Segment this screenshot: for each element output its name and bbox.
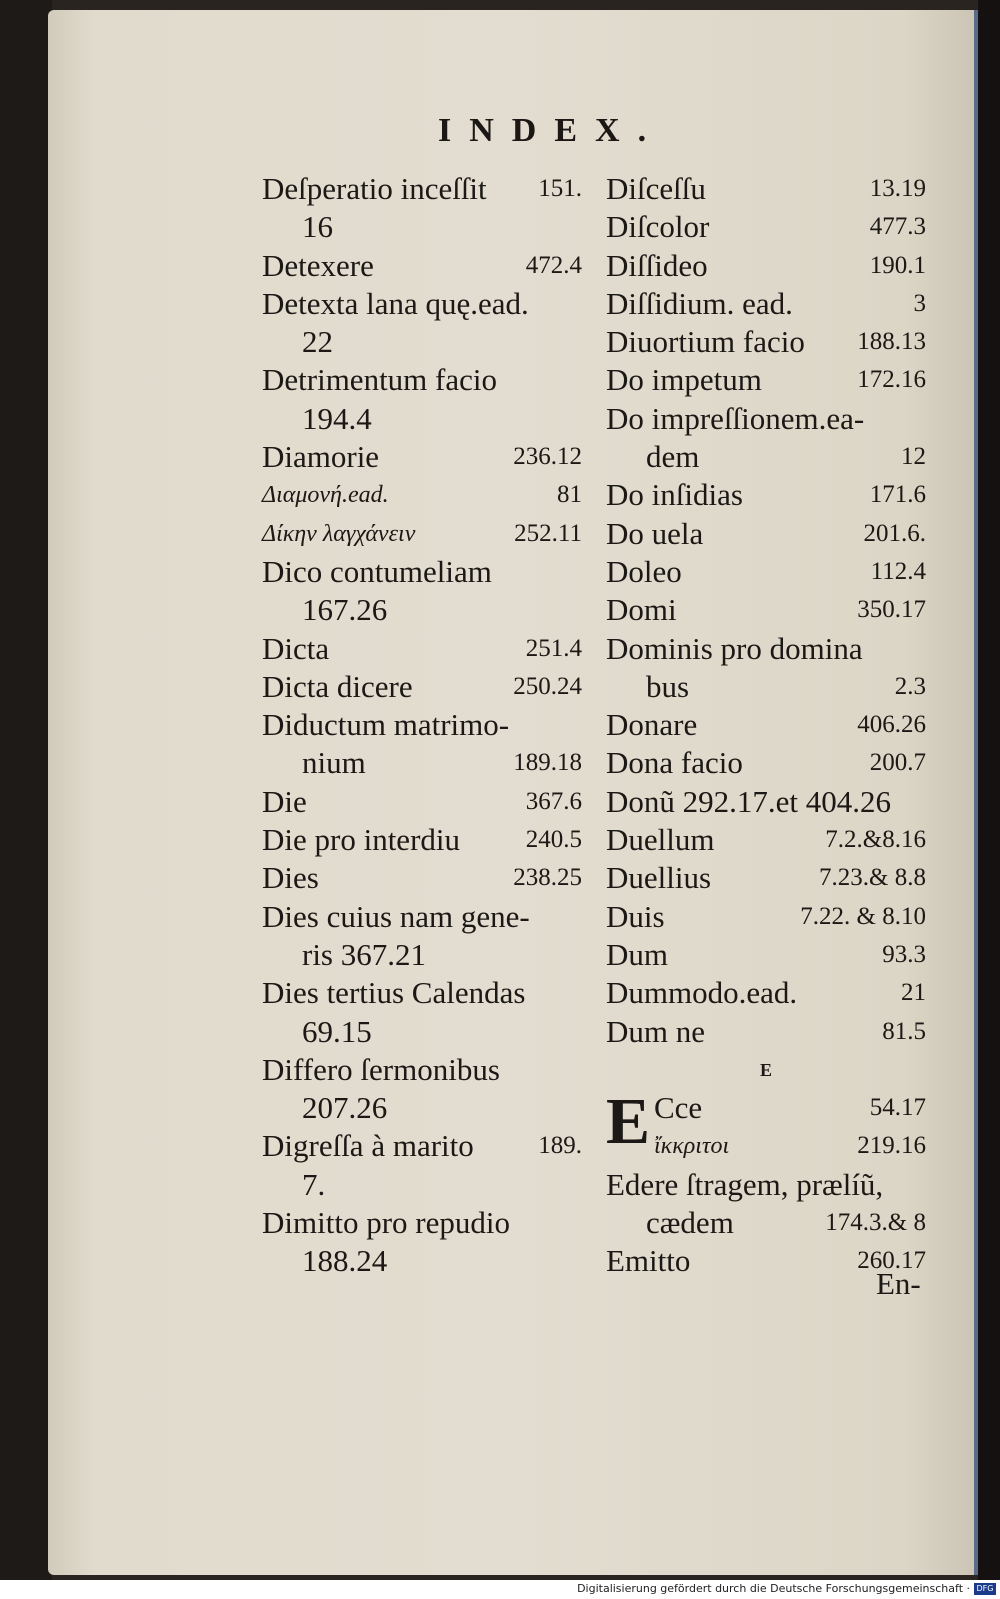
index-entry bbox=[606, 668, 926, 706]
entry-page-ref: 190.1 bbox=[869, 251, 926, 279]
index-entry bbox=[606, 323, 926, 361]
entry-page-ref: 151. bbox=[538, 175, 582, 202]
index-entry bbox=[262, 247, 582, 285]
entry-page-ref: 188.13 bbox=[857, 328, 926, 356]
entry-page-ref: 171.6 bbox=[869, 481, 926, 509]
index-entry bbox=[262, 515, 582, 553]
entry-term: Dies tertius Calendas bbox=[262, 975, 526, 1011]
entry-page-ref: 477.3 bbox=[869, 213, 926, 241]
entry-page-ref: 2.3 bbox=[894, 672, 926, 700]
e-section bbox=[606, 1085, 926, 1280]
index-entry bbox=[262, 821, 582, 859]
entry-page-ref: 406.26 bbox=[857, 711, 926, 739]
letter-heading: E bbox=[759, 1059, 772, 1080]
entry-page-ref: 238.25 bbox=[513, 864, 582, 892]
entry-term: Do inſidias bbox=[606, 477, 743, 513]
entry-page-ref: 189.18 bbox=[513, 749, 582, 777]
entry-term: Dimitto pro repudio bbox=[262, 1205, 510, 1241]
entry-term: Deſperatio inceſſit bbox=[262, 171, 487, 206]
index-entry bbox=[262, 285, 582, 323]
index-entry bbox=[262, 706, 582, 744]
entry-term: Duis bbox=[606, 898, 665, 934]
entry-term: Dicta dicere bbox=[262, 668, 413, 704]
index-entry bbox=[606, 630, 926, 668]
index-entry bbox=[262, 974, 582, 1012]
entry-term: Dum bbox=[606, 936, 668, 972]
entry-term: 207.26 bbox=[302, 1090, 388, 1126]
index-entry bbox=[606, 438, 926, 476]
entry-page-ref: 200.7 bbox=[869, 749, 926, 777]
index-entry bbox=[262, 1051, 582, 1089]
entry-term: Διαμονή.ead. bbox=[262, 482, 389, 509]
index-entry bbox=[606, 247, 926, 285]
index-entry bbox=[262, 1166, 582, 1204]
footer-bar bbox=[0, 1580, 1000, 1599]
catchword: En- bbox=[876, 1266, 921, 1301]
index-entry bbox=[606, 974, 926, 1012]
entry-page-ref: 189. bbox=[538, 1132, 582, 1160]
entry-page-ref: 219.16 bbox=[857, 1132, 926, 1160]
index-entry bbox=[262, 1127, 582, 1165]
entry-term: Duellum bbox=[606, 822, 715, 858]
index-entry bbox=[262, 1013, 582, 1051]
entry-term: Donare bbox=[606, 707, 698, 743]
entry-page-ref: 54.17 bbox=[869, 1094, 926, 1122]
index-entry bbox=[606, 1013, 926, 1051]
entry-page-ref: 240.5 bbox=[525, 826, 582, 854]
entry-term: dem bbox=[646, 439, 700, 475]
entry-term: 7. bbox=[302, 1166, 326, 1202]
index-entry bbox=[262, 859, 582, 897]
index-entry bbox=[262, 630, 582, 668]
entry-term: Diductum matrimo- bbox=[262, 707, 510, 743]
index-entry bbox=[606, 1127, 926, 1165]
entry-term: Do impreſſionem.ea- bbox=[606, 400, 865, 436]
entry-page-ref: 172.16 bbox=[857, 366, 926, 394]
entry-page-ref: 93.3 bbox=[882, 940, 926, 968]
index-entry bbox=[606, 898, 926, 936]
entry-term: ἴκκριτοι bbox=[654, 1133, 730, 1160]
index-entry bbox=[262, 936, 582, 974]
entry-term: Duellius bbox=[606, 860, 712, 896]
page-edge-strip bbox=[974, 10, 978, 1575]
index-entry bbox=[262, 438, 582, 476]
left-dark-margin bbox=[0, 0, 52, 1580]
index-entry bbox=[262, 1204, 582, 1242]
index-entry bbox=[262, 668, 582, 706]
entry-page-ref: 3 bbox=[913, 289, 926, 317]
index-entry bbox=[606, 361, 926, 399]
entry-term: Detexta lana quę.ead. bbox=[262, 285, 529, 321]
index-entry bbox=[262, 361, 582, 399]
entry-term: Doleo bbox=[606, 553, 682, 589]
index-entry bbox=[606, 859, 926, 897]
right-dark-margin bbox=[978, 0, 1000, 1580]
entry-term: Dona facio bbox=[606, 745, 743, 781]
index-entry bbox=[262, 783, 582, 821]
entry-term: bus bbox=[646, 668, 690, 704]
entry-page-ref: 260.17 bbox=[857, 1247, 926, 1275]
entry-page-ref: 7.23.& 8.8 bbox=[819, 864, 926, 892]
entry-term: 194.4 bbox=[302, 400, 372, 436]
index-column-left bbox=[262, 170, 582, 1281]
page-header: INDEX. bbox=[438, 112, 665, 149]
index-entry bbox=[262, 208, 582, 246]
entry-page-ref: 13.19 bbox=[869, 175, 926, 202]
index-entry bbox=[606, 476, 926, 514]
entry-term: Edere ſtragem, prælíũ, bbox=[606, 1166, 884, 1202]
index-entry bbox=[606, 1089, 926, 1127]
index-entry bbox=[606, 936, 926, 974]
entry-term: Diamorie bbox=[262, 439, 380, 475]
entry-page-ref: 251.4 bbox=[525, 634, 582, 662]
entry-page-ref: 250.24 bbox=[513, 672, 582, 700]
index-entry bbox=[606, 515, 926, 553]
entry-page-ref: 201.6. bbox=[863, 519, 926, 547]
entry-page-ref: 252.11 bbox=[514, 519, 582, 547]
entry-term: 167.26 bbox=[302, 592, 388, 628]
entry-page-ref: 81 bbox=[557, 481, 582, 509]
entry-term: cædem bbox=[646, 1205, 734, 1241]
index-entry bbox=[606, 783, 926, 821]
entry-term: Dies bbox=[262, 860, 319, 896]
entry-term: Dicta bbox=[262, 630, 330, 666]
index-entry bbox=[606, 1204, 926, 1242]
entry-term: Dummodo.ead. bbox=[606, 975, 798, 1011]
entry-term: Do uela bbox=[606, 515, 704, 551]
dfg-logo: DFG bbox=[974, 1583, 996, 1595]
entry-term: Die bbox=[262, 783, 307, 819]
entry-page-ref: 174.3.& 8 bbox=[825, 1209, 926, 1237]
entry-term: Domi bbox=[606, 592, 677, 628]
index-entry bbox=[606, 744, 926, 782]
entry-term: Emitto bbox=[606, 1243, 691, 1279]
entry-term: nium bbox=[302, 745, 366, 781]
footer-credit: Digitalisierung gefördert durch die Deutsche Forschungsgemeinschaft · bbox=[577, 1582, 970, 1595]
entry-page-ref: 236.12 bbox=[513, 443, 582, 471]
index-entry bbox=[262, 553, 582, 591]
entry-page-ref: 21 bbox=[901, 979, 926, 1007]
entry-term: 22 bbox=[302, 324, 333, 360]
entry-term: Cce bbox=[654, 1090, 703, 1126]
index-entry bbox=[606, 400, 926, 438]
index-entry bbox=[606, 553, 926, 591]
entry-term: Die pro interdiu bbox=[262, 822, 461, 858]
entry-page-ref: 81.5 bbox=[882, 1017, 926, 1045]
entry-term: 16 bbox=[302, 209, 333, 245]
entry-term: Dico contumeliam bbox=[262, 553, 492, 589]
index-entry bbox=[262, 591, 582, 629]
entry-page-ref: 367.6 bbox=[525, 787, 582, 815]
index-entry bbox=[606, 1166, 926, 1204]
entry-page-ref: 12 bbox=[901, 443, 926, 471]
entry-term: Digreſſa à marito bbox=[262, 1128, 474, 1164]
entry-page-ref: 472.4 bbox=[525, 251, 582, 279]
entry-term: Do impetum bbox=[606, 362, 762, 398]
entry-term: Detexere bbox=[262, 247, 374, 283]
entry-term: Diſſidium. ead. bbox=[606, 285, 793, 321]
index-entry bbox=[262, 1242, 582, 1280]
entry-page-ref: 7.22. & 8.10 bbox=[800, 902, 926, 930]
index-entry bbox=[606, 821, 926, 859]
entry-term: Differo ſermonibus bbox=[262, 1051, 500, 1087]
index-column-right bbox=[606, 170, 926, 1281]
entry-term: Diuortium facio bbox=[606, 324, 805, 360]
right-column-d-entries bbox=[606, 170, 926, 1051]
entry-page-ref: 112.4 bbox=[870, 557, 926, 585]
big-initial: E bbox=[606, 1085, 651, 1159]
index-entry bbox=[262, 1089, 582, 1127]
index-entry bbox=[262, 170, 582, 208]
index-entry bbox=[606, 706, 926, 744]
index-entry bbox=[262, 323, 582, 361]
index-entry bbox=[262, 898, 582, 936]
entry-term: Dies cuius nam gene- bbox=[262, 898, 530, 934]
entry-term: Dominis pro domina bbox=[606, 630, 863, 666]
index-entry bbox=[262, 400, 582, 438]
index-entry bbox=[262, 476, 582, 514]
entry-term: Diſſideo bbox=[606, 247, 708, 283]
index-entry bbox=[262, 744, 582, 782]
entry-term: Donũ 292.17.et 404.26 bbox=[606, 783, 892, 819]
entry-term: Detrimentum facio bbox=[262, 362, 497, 398]
entry-term: Dum ne bbox=[606, 1013, 706, 1049]
entry-page-ref: 350.17 bbox=[857, 596, 926, 624]
entry-term: Diſceſſu bbox=[606, 171, 706, 206]
entry-term: 188.24 bbox=[302, 1243, 388, 1279]
index-entry bbox=[606, 170, 926, 208]
entry-term: ris 367.21 bbox=[302, 936, 426, 972]
entry-page-ref: 7.2.&8.16 bbox=[825, 826, 926, 854]
entry-term: 69.15 bbox=[302, 1013, 372, 1049]
entry-term: Diſcolor bbox=[606, 209, 710, 245]
entry-term: Δίκην λαγχάνειν bbox=[262, 520, 416, 547]
index-entry bbox=[606, 591, 926, 629]
index-entry bbox=[606, 285, 926, 323]
index-entry bbox=[606, 208, 926, 246]
